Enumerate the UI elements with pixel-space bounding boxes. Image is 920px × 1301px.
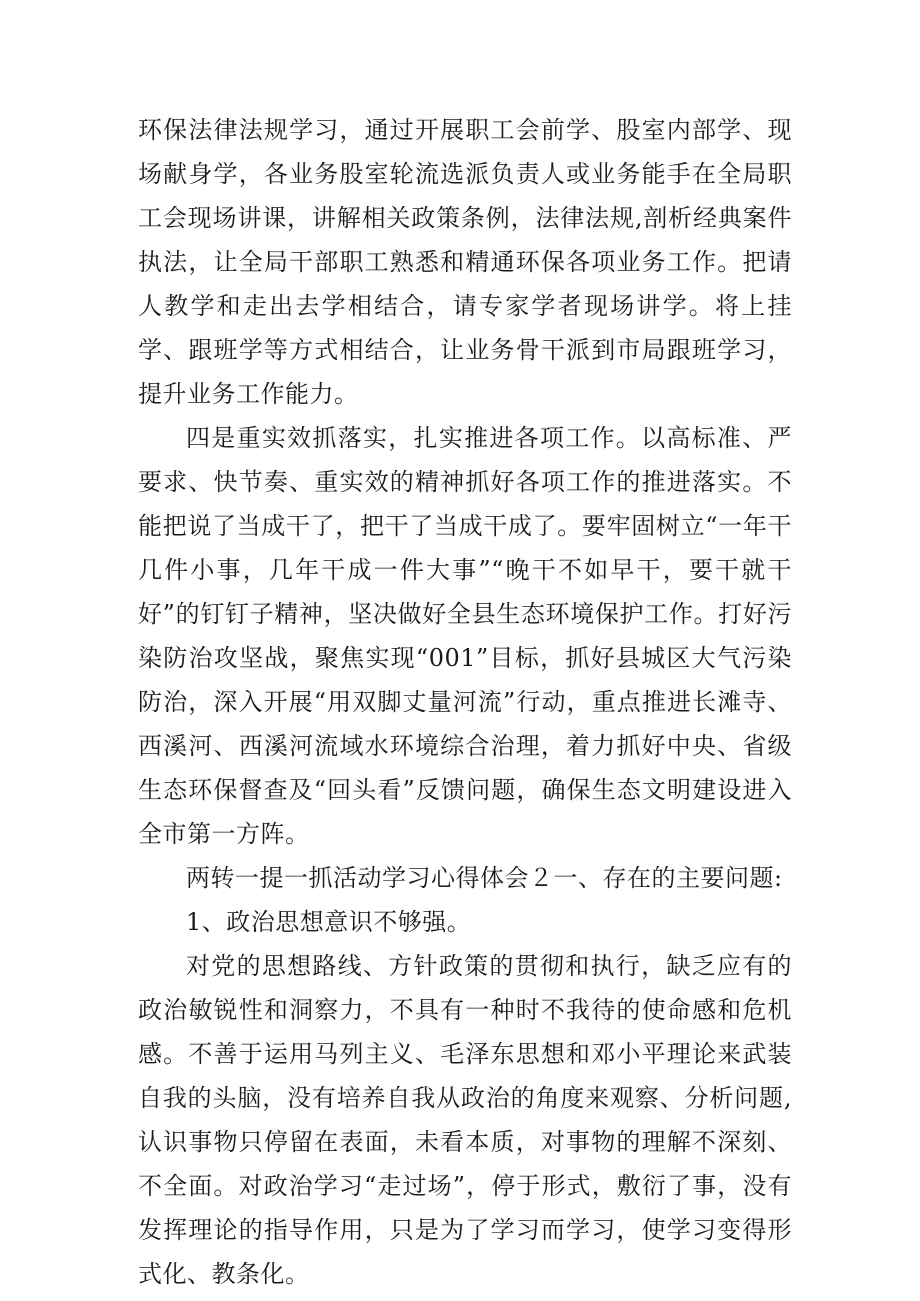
paragraph-environmental-law-study: 环保法律法规学习，通过开展职工会前学、股室内部学、现场献身学，各业务股室轮流选派负责人或业务能手在全局职工会现场讲课，讲解相关政策条例，法律法规,剖析经典案件执法，让全局干部职工熟悉和精通环保各项业务工作。把请人教学和走出去学相结合，请专家学者现场讲学。将上挂学、跟班学等方式相结合，让业务骨干派到市局跟班学习，提升业务工作能力。 [138,116,792,408]
document-body [138,108,792,1296]
paragraph-section-heading: 两转一提一抓活动学习心得体会２一、存在的主要问题: [186,864,783,892]
paragraph-subheading-one: 1、政治思想意识不够强。 [186,908,472,936]
paragraph-political-awareness: 对党的思想路线、方针政策的贯彻和执行，缺乏应有的政治敏锐性和洞察力，不具有一种时不我待的使命感和危机感。不善于运用马列主义、毛泽东思想和邓小平理论来武装自我的头脑，没有培养自我从政治的角度来观察、分析问题,认识事物只停留在表面，未看本质，对事物的理解不深刻、不全面。对政治学习“走过场”，停于形式，敷衍了事，没有发挥理论的指导作用，只是为了学习而学习，使学习变得形式化、教条化。 [138,952,792,1288]
paragraph-point-four-implementation: 四是重实效抓落实，扎实推进各项工作。以高标准、严要求、快节奏、重实效的精神抓好各项工作的推进落实。不能把说了当成干了，把干了当成干成了。要牢固树立“一年干几件小事，几年干成一件大事”“晚干不如早干，要干就干好”的钉钉子精神，坚决做好全县生态环境保护工作。打好污染防治攻坚战，聚焦实现“001”目标，抓好县城区大气污染防治，深入开展“用双脚丈量河流”行动，重点推进长滩寺、西溪河、西溪河流域水环境综合治理，着力抓好中央、省级生态环保督查及“回头看”反馈问题，确保生态文明建设进入全市第一方阵。 [138,424,792,848]
